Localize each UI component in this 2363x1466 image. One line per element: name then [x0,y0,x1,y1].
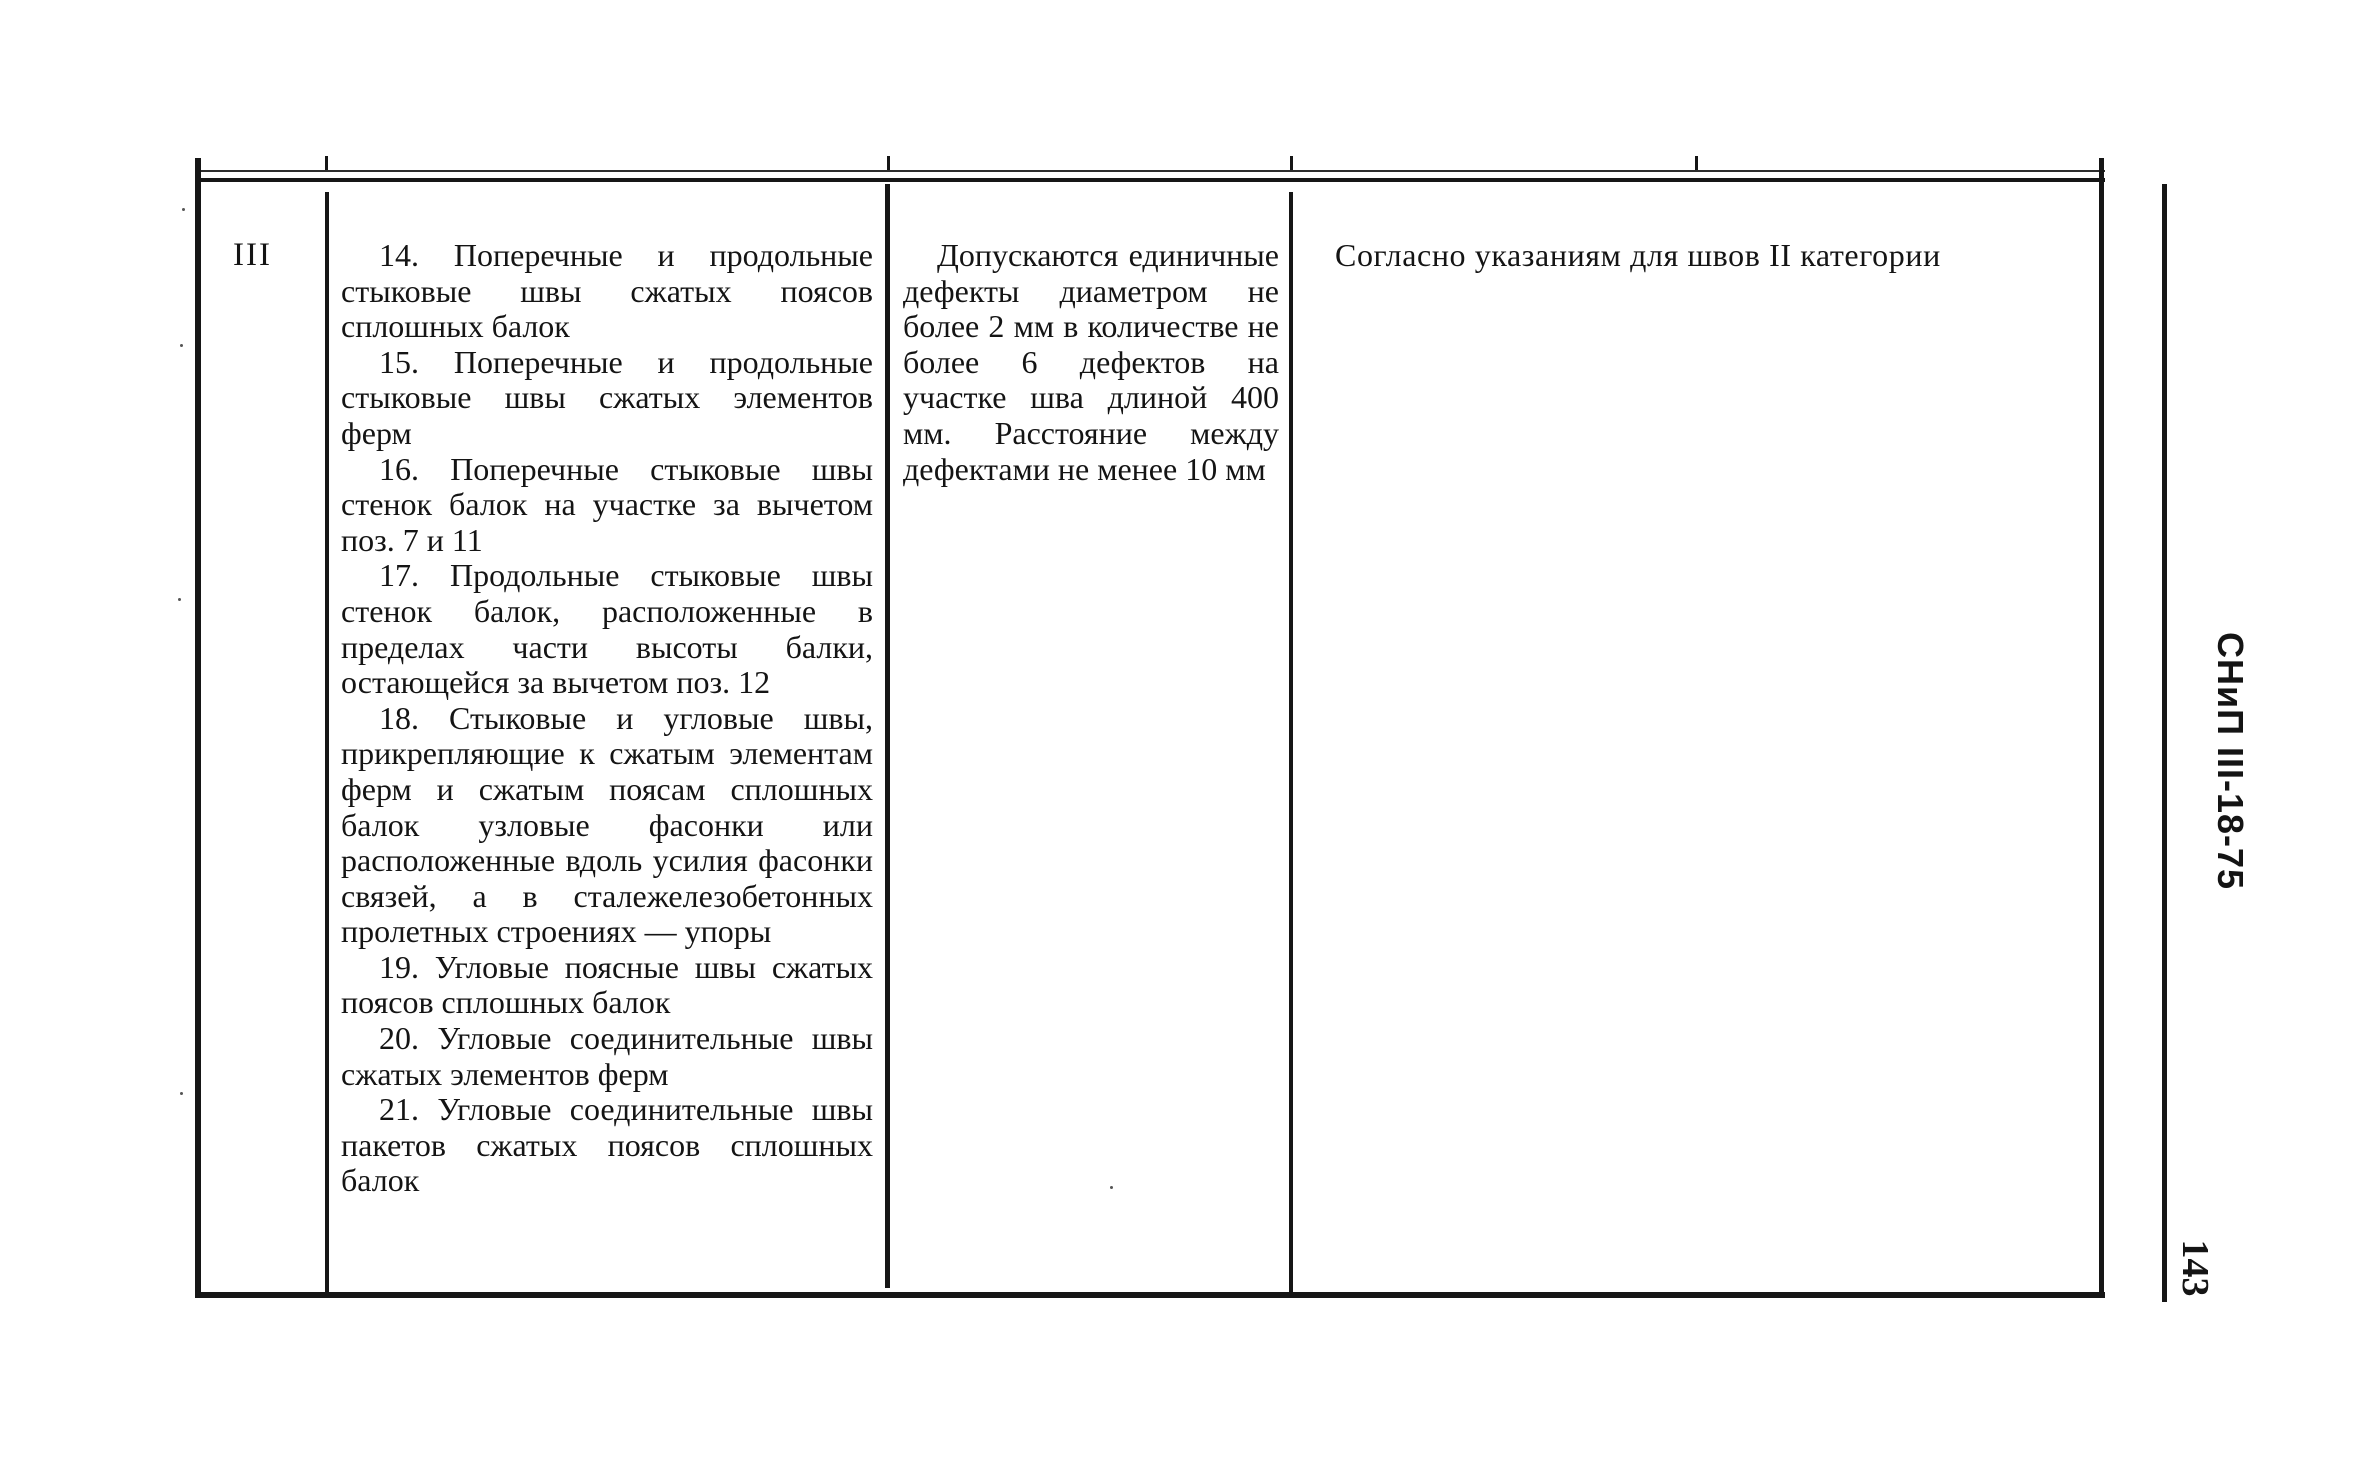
table-top-rule [195,178,2105,182]
header-tick [1290,156,1293,170]
weld-item: 20. Угловые соединительные швы сжатых элементов ферм [341,1020,873,1092]
instructions-cell: Согласно указаниям для швов II категории [1335,237,1941,273]
scan-speck [180,344,183,347]
header-tick [887,156,890,170]
column-divider-1 [325,192,329,1292]
running-header-code: СНиП III-18-75 [2210,631,2251,891]
weld-item: 15. Поперечные и продольные стыковые швы сжатых элементов ферм [341,343,873,451]
column-divider-3 [1289,192,1293,1292]
scan-speck [182,208,185,211]
header-tick [325,156,328,170]
weld-item: 21. Угловые соединительные швы пакетов сжатых поясов сплошных балок [341,1091,873,1199]
page-number: 143 [2174,1239,2216,1297]
table-header-rule [195,170,2105,172]
column-divider-2 [885,184,890,1288]
allowed-defects-cell: Допускаются единичные дефекты диаметром не более 2 мм в количестве не более 6 дефектов на участке шва длиной 400 мм. Расстояние между дефектами не менее 10 мм [903,237,1279,487]
header-tick [1695,156,1698,170]
weld-item: 18. Стыковые и угловые швы, прикрепляющие к сжатым элементам ферм и сжатым поясам сплошных балок узловые фасонки или расположенные вдоль усилия фасонки связей, а в сталежелезобетонных пролетных строениях — упоры [341,699,873,950]
scan-speck [180,1092,183,1095]
weld-item: 19. Угловые поясные швы сжатых поясов сплошных балок [341,948,873,1021]
weld-items-cell [341,238,873,1199]
weld-item: 14. Поперечные и продольные стыковые швы сжатых поясов сплошных балок [341,237,873,345]
scan-speck [1110,1186,1113,1189]
table-bottom-rule [195,1292,2105,1298]
weld-item: 16. Поперечные стыковые швы стенок балок на участке за вычетом поз. 7 и 11 [341,450,873,558]
table-right-border [2099,158,2104,1298]
table-left-border [195,158,201,1298]
weld-item: 17. Продольные стыковые швы стенок балок, расположенные в пределах части высоты балки, остающейся за вычетом поз. 12 [341,557,873,701]
margin-rule [2162,184,2167,1302]
weld-category-cell: III [233,237,272,273]
weld-requirements-table [195,152,2105,1300]
scan-speck [178,598,181,601]
